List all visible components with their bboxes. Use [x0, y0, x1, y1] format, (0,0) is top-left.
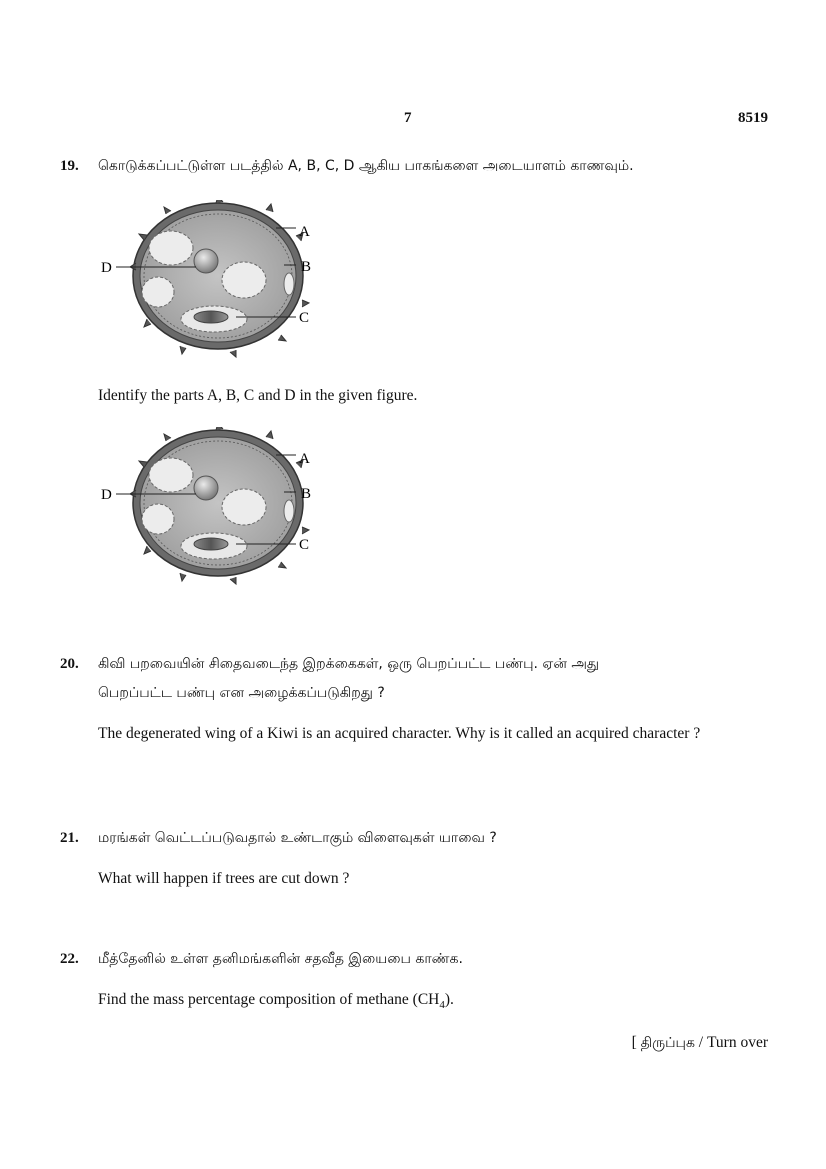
label-a: A: [299, 224, 310, 240]
turn-over-note: [ திருப்புக / Turn over: [631, 1034, 768, 1051]
question-text-english: The degenerated wing of a Kiwi is an acquired character. Why is it called an acquired character ?: [98, 725, 701, 742]
chloroplast: [194, 311, 228, 323]
paper-code: 8519: [738, 110, 768, 126]
label-c: C: [299, 537, 310, 553]
vacuole: [222, 489, 266, 525]
vacuole: [149, 231, 193, 265]
cell-diagram-tamil: [96, 200, 326, 360]
vacuole: [142, 504, 174, 534]
question-text-tamil-line1: கிவி பறவையின் சிதைவடைந்த இறக்கைகள், ஒரு பெறப்பட்ட பண்பு. ஏன் அது: [98, 656, 600, 672]
question-text-english: What will happen if trees are cut down ?: [98, 870, 350, 887]
question-text-tamil-line2: பெறப்பட்ட பண்பு என அழைக்கப்படுகிறது ?: [98, 685, 385, 701]
nucleus: [194, 476, 218, 500]
question-number: 20.: [60, 656, 79, 672]
question-text-tamil: மரங்கள் வெட்டப்படுவதால் உண்டாகும் விளைவுகள் யாவை ?: [98, 830, 497, 846]
vacuole: [222, 262, 266, 298]
label-a: A: [299, 451, 310, 467]
label-b: B: [301, 259, 312, 275]
question-text-tamil: கொடுக்கப்பட்டுள்ள படத்தில் A, B, C, D ஆகிய பாகங்களை அடையாளம் காணவும்.: [98, 158, 634, 174]
chloroplast: [194, 538, 228, 550]
question-number: 22.: [60, 951, 79, 967]
nucleus: [194, 249, 218, 273]
question-text-tamil: மீத்தேனில் உள்ள தனிமங்களின் சதவீத இயைபை காண்க.: [98, 951, 463, 967]
vacuole: [142, 277, 174, 307]
label-c: C: [299, 310, 310, 326]
page-number: 7: [404, 110, 412, 126]
label-d: D: [101, 260, 112, 276]
question-text-english: Find the mass percentage composition of methane $(CH_4)$.: [98, 991, 454, 1012]
vacuole: [284, 500, 294, 522]
label-b: B: [301, 486, 312, 502]
vacuole: [284, 273, 294, 295]
label-d: D: [101, 487, 112, 503]
vacuole: [149, 458, 193, 492]
question-number: 21.: [60, 830, 79, 846]
question-number: 19.: [60, 158, 79, 174]
question-text-english: Identify the parts A, B, C and D in the given figure.: [98, 387, 418, 404]
cell-diagram-english: [96, 427, 326, 587]
